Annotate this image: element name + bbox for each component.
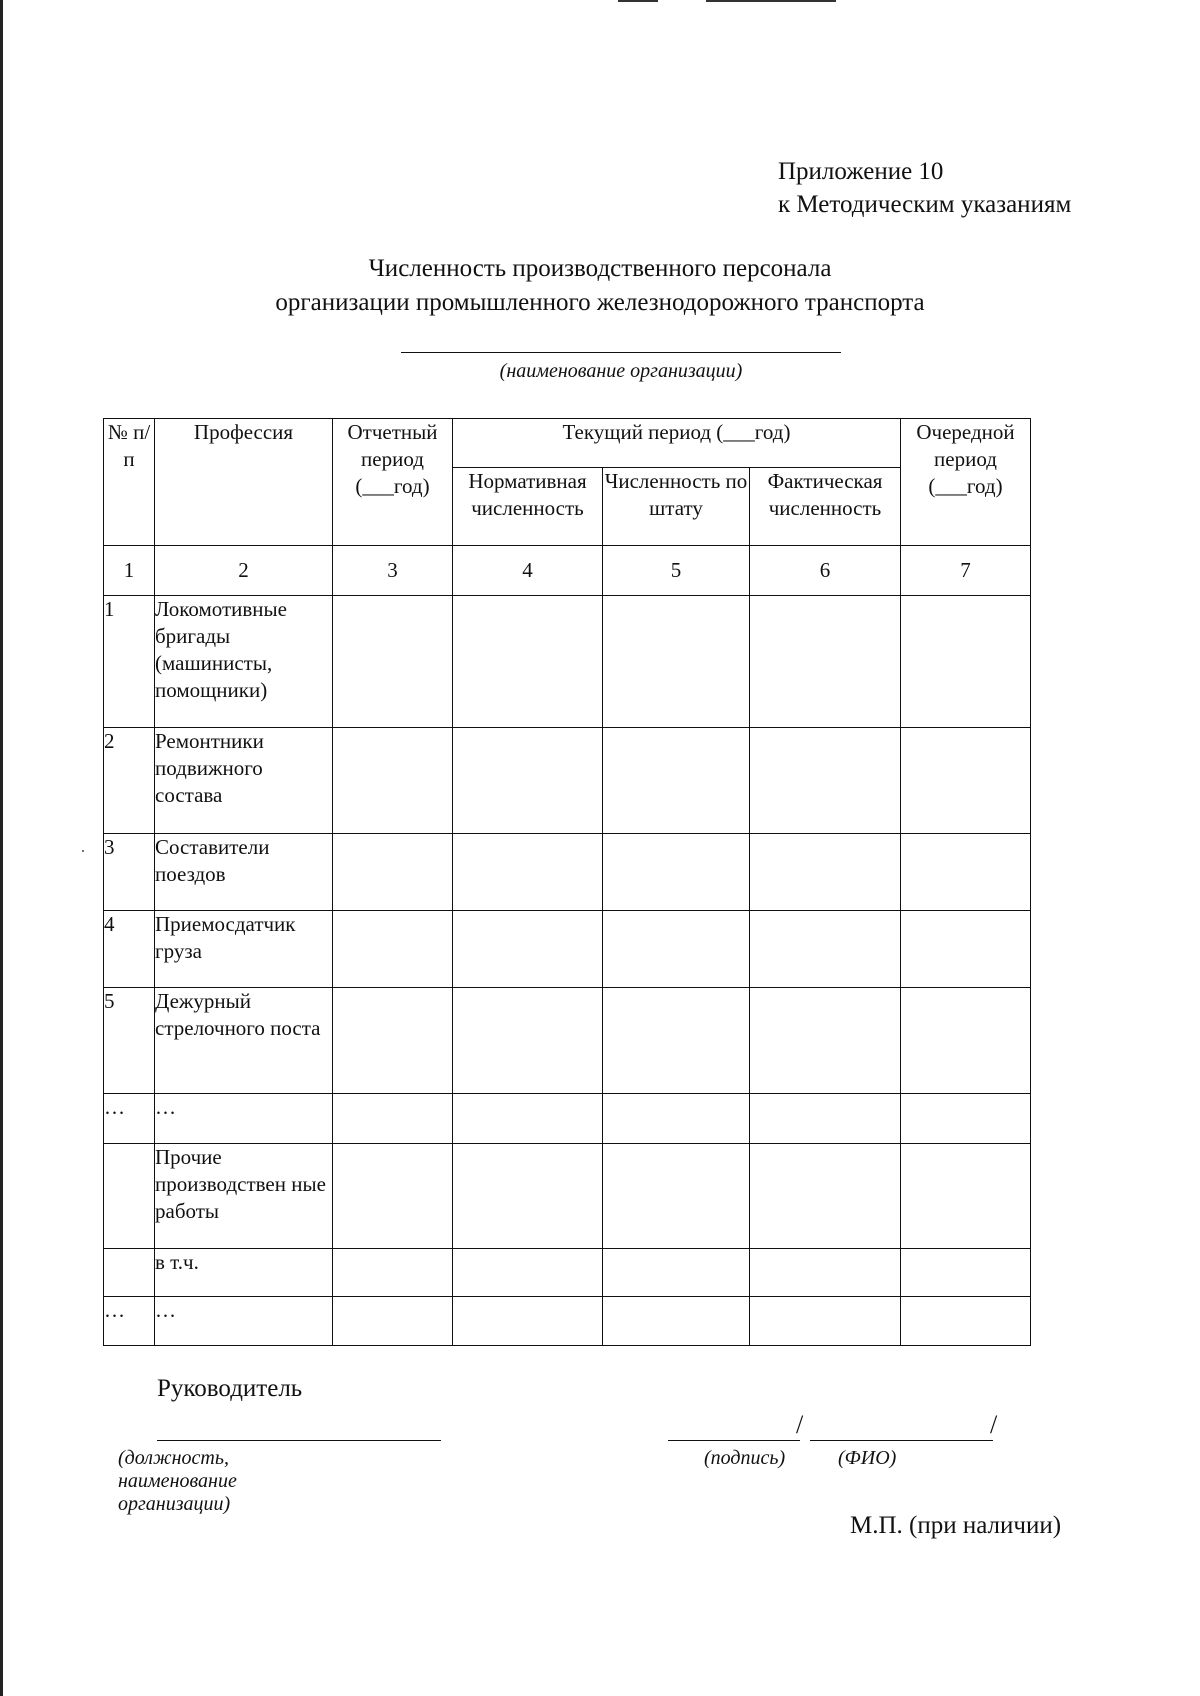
input-cell[interactable] [901, 1297, 1031, 1346]
column-number: 1 [104, 546, 155, 596]
input-cell[interactable] [901, 911, 1031, 988]
row-number: 2 [104, 728, 155, 834]
table-row [104, 1094, 1031, 1144]
input-cell[interactable] [901, 1094, 1031, 1144]
row-profession: … [155, 1297, 333, 1346]
title-line-1: Численность производственного персонала [368, 255, 832, 282]
input-cell[interactable] [750, 911, 901, 988]
row-profession: Приемосдатчик груза [155, 911, 333, 988]
head-label: Руководитель [157, 1375, 303, 1402]
appendix-line-1: Приложение 10 [778, 158, 944, 185]
row-number: 5 [104, 988, 155, 1094]
column-number: 4 [453, 546, 603, 596]
input-cell[interactable] [453, 988, 603, 1094]
row-profession: … [155, 1094, 333, 1144]
input-cell[interactable] [901, 596, 1031, 728]
header-reporting-period: Отчетный период (___год) [333, 419, 453, 546]
input-cell[interactable] [333, 1094, 453, 1144]
signature-caption: (подпись) [704, 1447, 786, 1469]
input-cell[interactable] [333, 596, 453, 728]
input-cell[interactable] [901, 1144, 1031, 1249]
input-cell[interactable] [603, 1144, 750, 1249]
separator-slash: / [990, 1410, 998, 1439]
input-cell[interactable] [603, 728, 750, 834]
input-cell[interactable] [603, 988, 750, 1094]
input-cell[interactable] [603, 911, 750, 988]
row-number: 3 [104, 834, 155, 911]
input-cell[interactable] [603, 1249, 750, 1297]
appendix-line-2: к Методическим указаниям [778, 191, 1072, 218]
column-number: 7 [901, 546, 1031, 596]
header-actual: Фактическая численность [750, 468, 901, 546]
header-profession: Профессия [155, 419, 333, 546]
input-cell[interactable] [333, 988, 453, 1094]
input-cell[interactable] [750, 728, 901, 834]
organization-caption: (наименование организации) [499, 360, 743, 382]
input-cell[interactable] [901, 988, 1031, 1094]
organization-name-line[interactable] [401, 352, 841, 353]
column-number: 2 [155, 546, 333, 596]
appendix-block [778, 155, 1071, 221]
scan-mark [706, 0, 836, 2]
column-number: 3 [333, 546, 453, 596]
table-row [104, 1297, 1031, 1346]
title-line-2: организации промышленного железнодорожного транспорта [275, 289, 925, 316]
input-cell[interactable] [750, 596, 901, 728]
separator-slash: / [796, 1410, 804, 1439]
row-profession: Дежурный стрелочного поста [155, 988, 333, 1094]
table-row [104, 1144, 1031, 1249]
input-cell[interactable] [333, 1249, 453, 1297]
row-number: 1 [104, 596, 155, 728]
input-cell[interactable] [901, 834, 1031, 911]
table-row [104, 728, 1031, 834]
input-cell[interactable] [453, 911, 603, 988]
column-number: 5 [603, 546, 750, 596]
row-number [104, 1249, 155, 1297]
scan-mark [618, 0, 658, 2]
input-cell[interactable] [333, 1297, 453, 1346]
input-cell[interactable] [750, 834, 901, 911]
position-line[interactable] [157, 1440, 441, 1441]
input-cell[interactable] [603, 834, 750, 911]
table-row [104, 1249, 1031, 1297]
stamp-label: М.П. (при наличии) [850, 1512, 1062, 1539]
signature-line[interactable] [668, 1440, 800, 1441]
header-normative: Нормативная численность [453, 468, 603, 546]
input-cell[interactable] [901, 1249, 1031, 1297]
input-cell[interactable] [750, 1249, 901, 1297]
table-row [104, 834, 1031, 911]
input-cell[interactable] [750, 988, 901, 1094]
input-cell[interactable] [750, 1094, 901, 1144]
name-line[interactable] [810, 1440, 993, 1441]
row-profession: Составители поездов [155, 834, 333, 911]
header-staff: Численность по штату [603, 468, 750, 546]
position-caption: (должность, наименование организации) [118, 1447, 237, 1515]
row-profession: Локомотивные бригады (машинисты, помощники) [155, 596, 333, 728]
table-row [104, 596, 1031, 728]
input-cell[interactable] [603, 1094, 750, 1144]
input-cell[interactable] [333, 728, 453, 834]
personnel-table [103, 418, 1031, 1346]
input-cell[interactable] [901, 728, 1031, 834]
input-cell[interactable] [453, 1144, 603, 1249]
input-cell[interactable] [453, 1094, 603, 1144]
input-cell[interactable] [453, 728, 603, 834]
input-cell[interactable] [750, 1144, 901, 1249]
input-cell[interactable] [750, 1297, 901, 1346]
row-profession: Ремонтники подвижного состава [155, 728, 333, 834]
row-profession: в т.ч. [155, 1249, 333, 1297]
input-cell[interactable] [333, 1144, 453, 1249]
page-left-edge [0, 0, 3, 1696]
header-current-period: Текущий период (___год) [453, 419, 901, 468]
row-number: … [104, 1094, 155, 1144]
row-number [104, 1144, 155, 1249]
row-number: 4 [104, 911, 155, 988]
input-cell[interactable] [453, 596, 603, 728]
scan-speck [82, 850, 84, 852]
input-cell[interactable] [603, 596, 750, 728]
column-number: 6 [750, 546, 901, 596]
header-next-period: Очередной период (___год) [901, 419, 1031, 546]
header-number: № п/п [104, 419, 155, 546]
table-row [104, 988, 1031, 1094]
table-row [104, 911, 1031, 988]
input-cell[interactable] [333, 834, 453, 911]
row-number: … [104, 1297, 155, 1346]
input-cell[interactable] [453, 1249, 603, 1297]
row-profession: Прочие производствен ные работы [155, 1144, 333, 1249]
name-caption: (ФИО) [838, 1447, 897, 1469]
document-title [100, 252, 1100, 320]
input-cell[interactable] [453, 834, 603, 911]
input-cell[interactable] [453, 1297, 603, 1346]
input-cell[interactable] [333, 911, 453, 988]
input-cell[interactable] [603, 1297, 750, 1346]
column-number-row [104, 546, 1031, 596]
